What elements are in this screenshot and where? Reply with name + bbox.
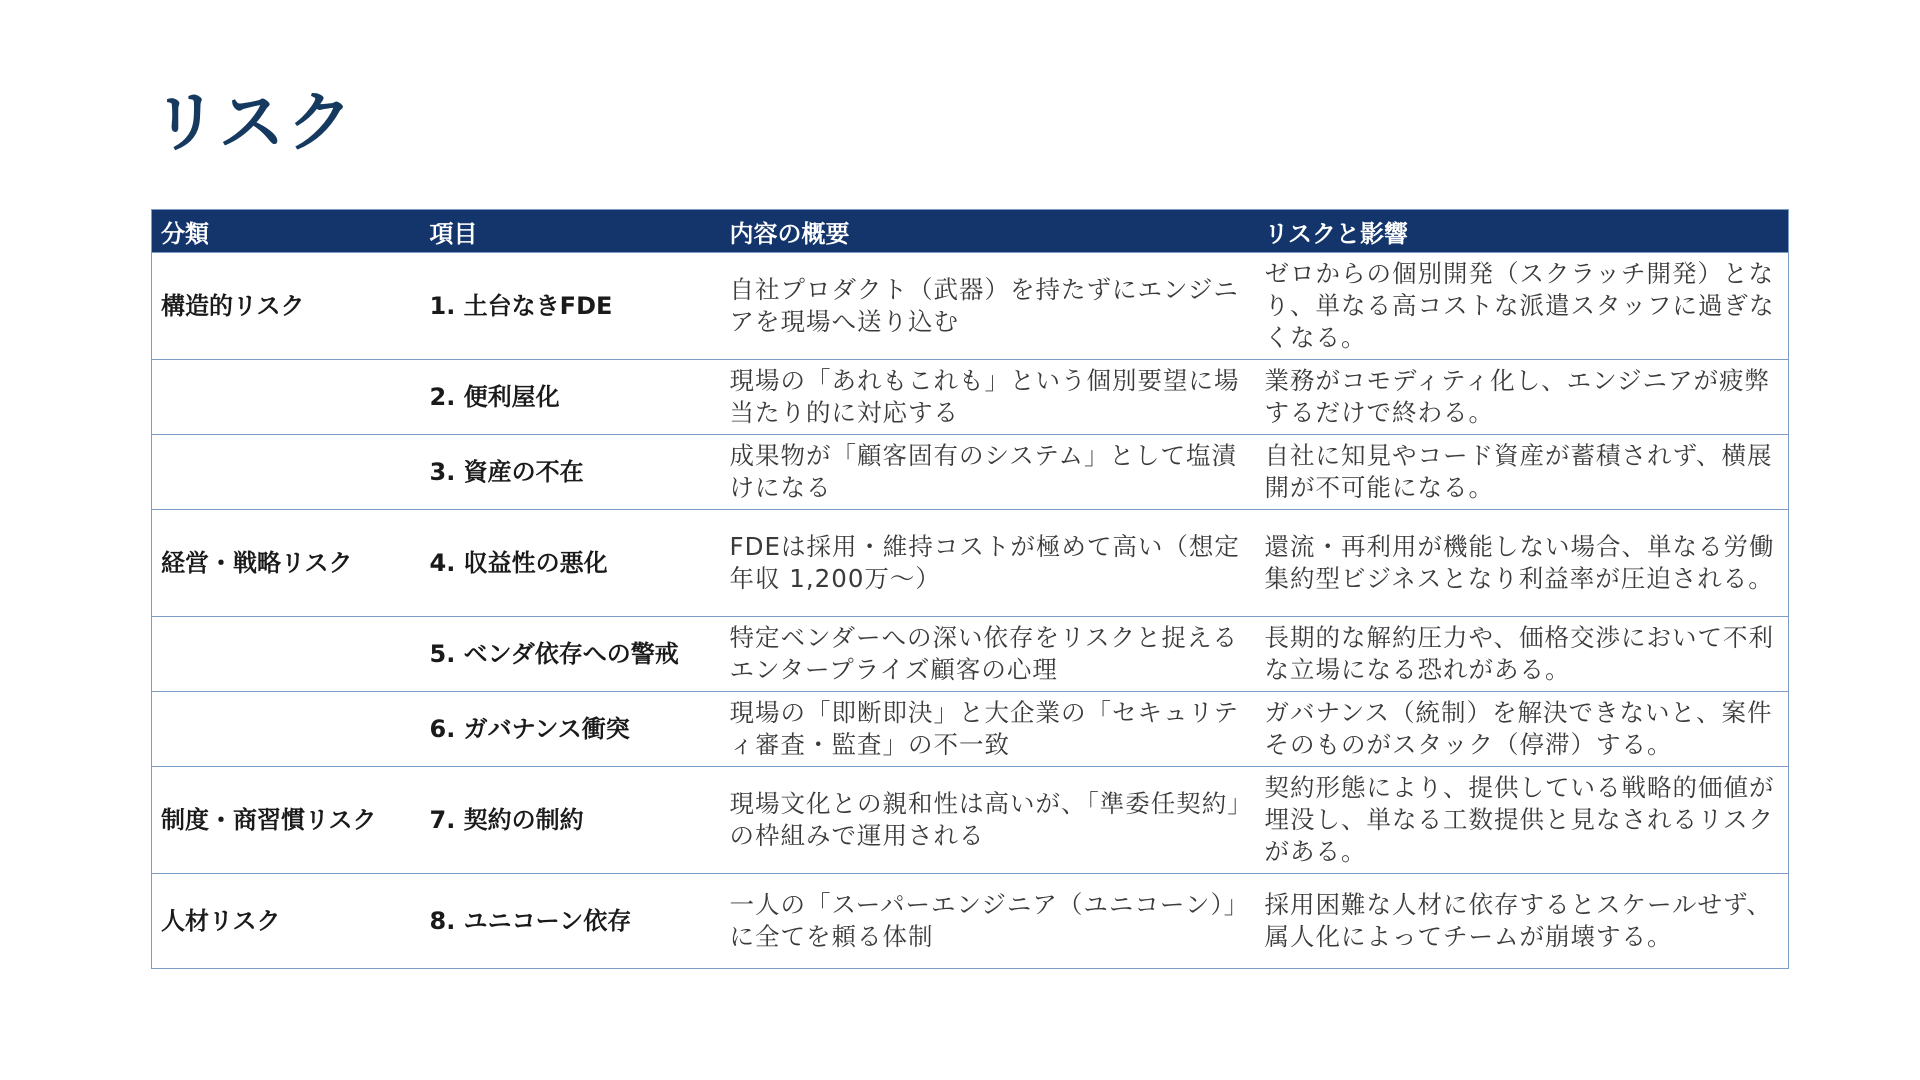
table-row xyxy=(152,435,1789,510)
summary-cell: 現場の「即断即決」と大企業の「セキュリティ審査・監査」の不一致 xyxy=(721,692,1256,767)
item-cell: 5. ベンダ依存への警戒 xyxy=(421,617,721,692)
table-row xyxy=(152,692,1789,767)
item-cell: 2. 便利屋化 xyxy=(421,360,721,435)
impact-cell: 契約形態により、提供している戦略的価値が埋没し、単なる工数提供と見なされるリスクがある。 xyxy=(1256,767,1789,874)
impact-cell: 還流・再利用が機能しない場合、単なる労働集約型ビジネスとなり利益率が圧迫される。 xyxy=(1256,510,1789,617)
item-cell: 3. 資産の不在 xyxy=(421,435,721,510)
impact-cell: ガバナンス（統制）を解決できないと、案件そのものがスタック（停滞）する。 xyxy=(1256,692,1789,767)
summary-cell: 特定ベンダーへの深い依存をリスクと捉えるエンタープライズ顧客の心理 xyxy=(721,617,1256,692)
table-row xyxy=(152,617,1789,692)
category-cell: 人材リスク xyxy=(152,874,421,969)
impact-cell: 採用困難な人材に依存するとスケールせず、属人化によってチームが崩壊する。 xyxy=(1256,874,1789,969)
impact-cell: 業務がコモディティ化し、エンジニアが疲弊するだけで終わる。 xyxy=(1256,360,1789,435)
summary-cell: FDEは採用・維持コストが極めて高い（想定年収 1,200万～） xyxy=(721,510,1256,617)
table-row xyxy=(152,253,1789,360)
category-cell xyxy=(152,360,421,435)
summary-cell: 自社プロダクト（武器）を持たずにエンジニアを現場へ送り込む xyxy=(721,253,1256,360)
column-header-summary: 内容の概要 xyxy=(721,210,1256,253)
table-header-row xyxy=(152,210,1789,253)
impact-cell: ゼロからの個別開発（スクラッチ開発）となり、単なる高コストな派遣スタッフに過ぎなくなる。 xyxy=(1256,253,1789,360)
item-cell: 6. ガバナンス衝突 xyxy=(421,692,721,767)
page-title: リスク xyxy=(152,84,355,161)
item-cell: 7. 契約の制約 xyxy=(421,767,721,874)
table-row xyxy=(152,510,1789,617)
column-header-item: 項目 xyxy=(421,210,721,253)
item-cell: 8. ユニコーン依存 xyxy=(421,874,721,969)
category-cell xyxy=(152,617,421,692)
summary-cell: 一人の「スーパーエンジニア（ユニコーン）」に全てを頼る体制 xyxy=(721,874,1256,969)
category-cell xyxy=(152,435,421,510)
summary-cell: 成果物が「顧客固有のシステム」として塩漬けになる xyxy=(721,435,1256,510)
item-cell: 1. 土台なきFDE xyxy=(421,253,721,360)
table-row xyxy=(152,360,1789,435)
category-cell: 構造的リスク xyxy=(152,253,421,360)
summary-cell: 現場文化との親和性は高いが、「準委任契約」の枠組みで運用される xyxy=(721,767,1256,874)
impact-cell: 長期的な解約圧力や、価格交渉において不利な立場になる恐れがある。 xyxy=(1256,617,1789,692)
item-cell: 4. 収益性の悪化 xyxy=(421,510,721,617)
category-cell: 制度・商習慣リスク xyxy=(152,767,421,874)
summary-cell: 現場の「あれもこれも」という個別要望に場当たり的に対応する xyxy=(721,360,1256,435)
table-row xyxy=(152,874,1789,969)
category-cell: 経営・戦略リスク xyxy=(152,510,421,617)
risk-table xyxy=(151,209,1789,969)
table-row xyxy=(152,767,1789,874)
column-header-category: 分類 xyxy=(152,210,421,253)
column-header-impact: リスクと影響 xyxy=(1256,210,1789,253)
category-cell xyxy=(152,692,421,767)
impact-cell: 自社に知見やコード資産が蓄積されず、横展開が不可能になる。 xyxy=(1256,435,1789,510)
